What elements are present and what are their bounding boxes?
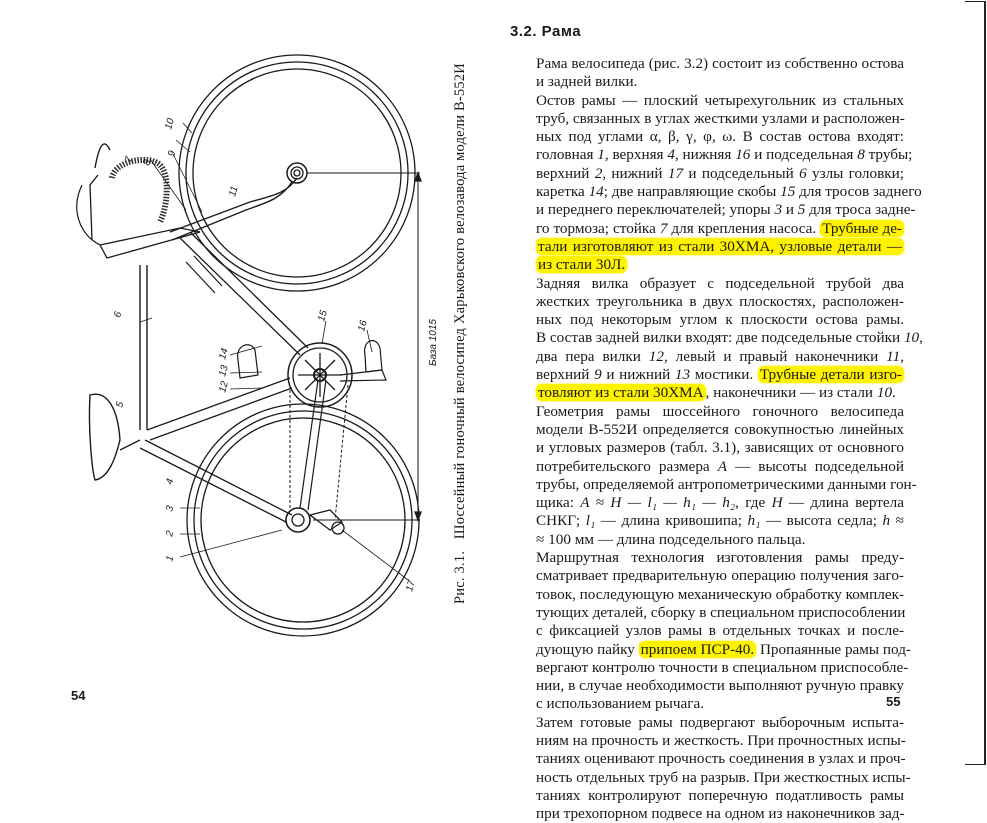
text-run: ; две направляющие скобы [603, 183, 781, 201]
italic-ref: 6 [799, 164, 807, 182]
text-line [510, 348, 904, 366]
italic-ref: 16 [735, 146, 751, 164]
text-run: , нижняя [674, 146, 736, 164]
highlighted-text: Трубные детали изго- [759, 366, 902, 384]
part-label-14: 14 [217, 347, 231, 361]
text-run: нии, в случае необходимости выполняют ручную правку [536, 677, 904, 695]
text-run: го тормоза; стойка [536, 219, 660, 237]
text-run: потребительского размера [536, 457, 718, 475]
page-number-left: 54 [71, 688, 86, 703]
text-run: , [900, 347, 904, 365]
text-line [510, 256, 904, 274]
text-line [510, 750, 904, 768]
dimension-label: База 1015 [428, 319, 439, 366]
text-line [510, 165, 904, 183]
italic-ref: 2 [594, 164, 603, 182]
text-line [510, 128, 904, 146]
text-line [510, 384, 904, 402]
page-edge-bottom [965, 764, 986, 765]
text-line [510, 275, 904, 293]
part-label-15: 15 [316, 309, 330, 323]
part-label-8: 8 [141, 158, 154, 167]
text-run: Затем готовые рамы подвергают выборочным испыта- [536, 713, 904, 731]
text-line [510, 768, 911, 787]
part-number-labels [112, 117, 418, 593]
text-run: , левый и правый наконечники [663, 347, 887, 365]
text-run: труб, связанных в углах жесткими узлами и расположен- [536, 109, 905, 127]
text-run: ных под углами α, β, γ, φ, ω. В состав остова входят: [536, 128, 904, 146]
text-run: при трехопорном подвесе на одном из наконечников зад- [536, 805, 905, 823]
text-run: каретка [536, 183, 589, 201]
text-line [510, 55, 904, 73]
text-run: и нижний [601, 366, 675, 384]
text-line [510, 475, 917, 494]
text-run: модели В-552И определяется совокупностью линейных [536, 420, 904, 438]
text-run: для троса задне- [805, 201, 916, 219]
text-line [510, 220, 904, 238]
text-run: Пропаянные рамы под- [756, 640, 911, 658]
page-edge-right [984, 2, 986, 764]
text-run: — длина вертела [782, 494, 904, 512]
text-line [510, 787, 904, 805]
section-title: 3.2. Рама [510, 23, 582, 40]
text-run: жестких треугольника в двух плоскостях, расположен- [536, 292, 904, 310]
text-run: мостики. [690, 366, 758, 384]
text-run: , верхняя [604, 146, 668, 164]
italic-ref: 7 [659, 219, 668, 237]
text-run: и угловых размеров (табл. 3.1), зависящих от основного [536, 439, 904, 457]
text-line [510, 92, 904, 110]
text-run: сматривает предварительную операцию получения заго- [536, 567, 904, 585]
text-line [510, 640, 911, 659]
part-label-10: 10 [163, 117, 177, 131]
paragraph [510, 55, 904, 92]
part-label-6: 6 [112, 310, 125, 319]
paragraph [510, 91, 922, 275]
text-line [510, 622, 904, 640]
bicycle-diagram [0, 0, 480, 768]
italic-ref: 5 [797, 201, 806, 219]
text-run: . [892, 384, 896, 402]
text-run: головная [536, 146, 598, 164]
page-edge-top [965, 1, 986, 2]
text-run: ных под некоторым углом к плоскости остова рамы. [536, 311, 904, 329]
text-run: ≈ 100 мм — длина подседельного пальца. [536, 530, 806, 548]
part-label-11: 11 [227, 184, 241, 198]
text-run: и [782, 201, 798, 219]
text-run: , [919, 329, 923, 347]
text-run: ниям на прочность и жесткость. При прочностных испы- [536, 731, 906, 749]
chainring [288, 343, 386, 407]
part-label-12: 12 [217, 380, 231, 394]
text-run: таниях контролируют поперечную податливость рамы [536, 786, 904, 804]
text-line [510, 366, 904, 384]
part-label-9: 9 [166, 149, 179, 158]
part-label-4: 4 [164, 477, 177, 486]
text-line [510, 658, 909, 677]
text-line [510, 293, 904, 311]
text-run: В состав задней вилки входят: две подседельные стойки [536, 329, 904, 347]
text-line [510, 805, 904, 823]
italic-ref: 10 [903, 329, 920, 347]
italic-ref: 1 [597, 146, 605, 164]
text-run: Задняя вилка образует с подседельной трубой два [536, 274, 904, 292]
part-label-7: 7 [123, 155, 136, 164]
italic-ref: 10 [876, 384, 893, 402]
text-line [510, 201, 916, 219]
text-line [510, 183, 922, 201]
paragraph [510, 549, 911, 714]
text-run: два пера вилки [536, 347, 649, 365]
text-run: Рама велосипеда (рис. 3.2) состоит из собственно остова [536, 55, 904, 72]
text-run: таниях оценивают прочность соединения в узлах и проч- [536, 750, 906, 768]
italic-ref: 11 [886, 347, 901, 365]
text-run: для тросов заднего [795, 183, 922, 201]
text-run: дующую пайку [536, 640, 639, 658]
text-run: , наконечники — из стали [705, 384, 877, 402]
italic-ref: l₁ [585, 512, 596, 530]
italic-ref: 15 [780, 183, 796, 201]
text-line [510, 567, 904, 585]
highlighted-text: товляют из стали 30ХМА [538, 384, 704, 402]
italic-ref: 9 [594, 366, 602, 384]
text-run: ность отдельных труб на разрыв. При жесткостных испы- [536, 768, 911, 786]
italic-ref: H [771, 494, 783, 512]
text-run: и подседельная [750, 146, 858, 164]
part-label-2: 2 [164, 529, 177, 538]
text-line [510, 732, 904, 750]
figure-caption-text: Шоссейный гоночный велосипед Харьковского велозавода модели В-552И [452, 63, 468, 540]
text-line [510, 604, 904, 622]
italic-ref: 8 [857, 146, 865, 164]
text-line [510, 512, 904, 530]
text-run: и задней вилки. [536, 73, 638, 91]
italic-ref: 13 [674, 366, 691, 384]
highlighted-text: припоем ПСР-40. [640, 640, 755, 658]
figure-caption [452, 63, 469, 604]
text-run: с фиксацией узлов рамы в отдельных точках и после- [536, 622, 904, 640]
italic-ref: 12 [648, 347, 664, 365]
part-label-17: 17 [404, 579, 418, 593]
highlighted-text: тали изготовляют из стали 30ХМА, узловые детали — [538, 237, 902, 255]
italic-ref: h₁ [747, 512, 761, 530]
text-line [510, 403, 904, 421]
text-run: Остов рамы — плоский четырехугольник из стальных [536, 91, 904, 109]
paragraph [510, 274, 923, 403]
text-line [510, 311, 904, 329]
text-line [510, 458, 904, 476]
text-run: — высоты подседельной [727, 457, 904, 475]
text-line [510, 714, 904, 732]
text-run: тующих деталей, сборку в специальном приспособлении [536, 603, 906, 621]
text-line [510, 238, 904, 256]
text-line [510, 494, 904, 512]
paragraph [510, 713, 911, 823]
page-number-right: 55 [886, 694, 901, 709]
italic-ref: 14 [588, 183, 604, 201]
text-run: верхний [536, 366, 595, 384]
text-run: Геометрия рамы шоссейного гоночного велосипеда [536, 402, 904, 420]
text-line [510, 421, 904, 439]
part-label-13: 13 [217, 364, 231, 378]
text-run: с использованием рычага. [536, 695, 704, 713]
figure-caption-label: Рис. 3.1. [452, 550, 468, 604]
italic-ref: 17 [667, 164, 684, 182]
italic-ref: h [882, 512, 891, 530]
italic-ref: A [717, 457, 727, 475]
part-label-1: 1 [164, 554, 177, 563]
text-run: , где [735, 494, 772, 512]
front-wheel [179, 55, 420, 291]
text-run: узлы головки; [806, 164, 904, 182]
text-run: ≈ [890, 512, 904, 530]
text-run: и подседельный [683, 164, 800, 182]
part-label-16: 16 [356, 319, 370, 333]
left-page [0, 0, 480, 768]
part-label-5: 5 [114, 400, 127, 409]
text-run: верхний [536, 164, 595, 182]
bicycle-drawing [0, 0, 480, 768]
text-run: , нижний [602, 164, 668, 182]
text-run: щика: [536, 494, 581, 512]
text-line [510, 586, 904, 604]
highlighted-text: из стали 30Л. [538, 256, 626, 274]
text-run: трубы; [864, 146, 913, 164]
text-line [510, 549, 904, 567]
italic-ref: A ≈ H — l₁ — h₁ — h₂ [580, 494, 736, 512]
highlighted-text: Трубные де- [822, 219, 902, 237]
text-run: трубы, определяемой антропометрическими данными гон- [536, 475, 917, 493]
text-line [510, 329, 923, 347]
text-line [510, 73, 904, 91]
text-line [510, 439, 904, 457]
text-run: СНКГ; [536, 512, 586, 530]
body-text [510, 55, 923, 823]
text-run: вергают контролю точности в специальном приспособле- [536, 658, 909, 676]
text-line [510, 695, 904, 713]
italic-ref: 3 [774, 201, 783, 219]
text-run: и переднего переключателей; упоры [536, 201, 775, 219]
italic-ref: 4 [667, 146, 675, 164]
text-run: — длина кривошипа; [595, 512, 748, 530]
text-line [510, 677, 904, 695]
text-line [510, 531, 904, 549]
text-line [510, 146, 913, 164]
part-label-3: 3 [164, 504, 177, 513]
text-run: для крепления насоса. [667, 219, 821, 237]
text-run: товок, последующую механическую обработку комплек- [536, 585, 905, 603]
paragraph [510, 402, 917, 549]
text-run: Маршрутная технология изготовления рамы преду- [536, 549, 904, 567]
text-run: — высота седла; [760, 512, 883, 530]
text-line [510, 110, 904, 128]
